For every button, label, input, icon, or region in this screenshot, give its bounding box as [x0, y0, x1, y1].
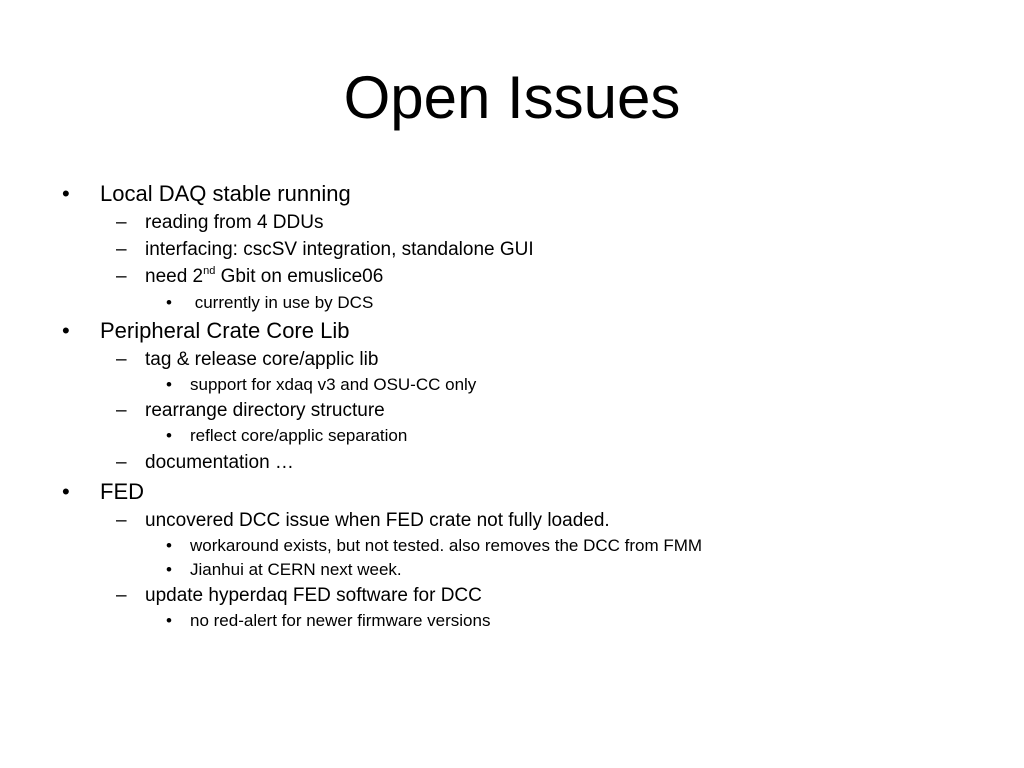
bullet-peripheral-crate: Peripheral Crate Core Lib [100, 318, 350, 343]
sub-interfacing: interfacing: cscSV integration, standalone GUI [145, 239, 534, 260]
dash-marker: – [116, 266, 127, 287]
bullet-marker: • [166, 611, 172, 630]
slide-title: Open Issues [343, 64, 681, 131]
bullet-marker: • [166, 536, 172, 555]
dash-marker: – [116, 239, 127, 260]
bullet-marker: • [166, 293, 172, 312]
bullet-marker: • [62, 479, 70, 504]
sub-tag-release: tag & release core/applic lib [145, 349, 379, 370]
subsub-workaround: workaround exists, but not tested. also removes the DCC from FMM [190, 536, 703, 555]
bullet-marker: • [62, 181, 70, 206]
sub-uncovered-dcc: uncovered DCC issue when FED crate not fully loaded. [145, 510, 610, 531]
bullet-marker: • [166, 375, 172, 394]
dash-marker: – [116, 400, 127, 421]
subsub-in-use-dcs: currently in use by DCS [190, 293, 374, 312]
bullet-local-daq: Local DAQ stable running [100, 181, 351, 206]
dash-marker: – [116, 510, 127, 531]
bullet-marker: • [166, 560, 172, 579]
need-gbit-prefix: need 2 [145, 266, 204, 287]
bullet-marker: • [166, 426, 172, 445]
sub-reading-ddus: reading from 4 DDUs [145, 212, 324, 233]
dash-marker: – [116, 585, 127, 606]
sub-rearrange: rearrange directory structure [145, 400, 385, 421]
dash-marker: – [116, 212, 127, 233]
subsub-reflect: reflect core/applic separation [190, 426, 408, 445]
sub-need-gbit [145, 266, 383, 288]
subsub-support-xdaq: support for xdaq v3 and OSU-CC only [190, 375, 477, 394]
need-gbit-superscript: nd [203, 264, 216, 277]
dash-marker: – [116, 452, 127, 473]
bullet-fed: FED [100, 479, 144, 504]
sub-update-hyperdaq: update hyperdaq FED software for DCC [145, 585, 482, 606]
subsub-no-red-alert: no red-alert for newer firmware versions [190, 611, 491, 630]
need-gbit-suffix: Gbit on emuslice06 [215, 266, 384, 287]
sub-documentation: documentation … [145, 452, 294, 473]
dash-marker: – [116, 349, 127, 370]
subsub-jianhui: Jianhui at CERN next week. [190, 560, 402, 579]
bullet-marker: • [62, 318, 70, 343]
